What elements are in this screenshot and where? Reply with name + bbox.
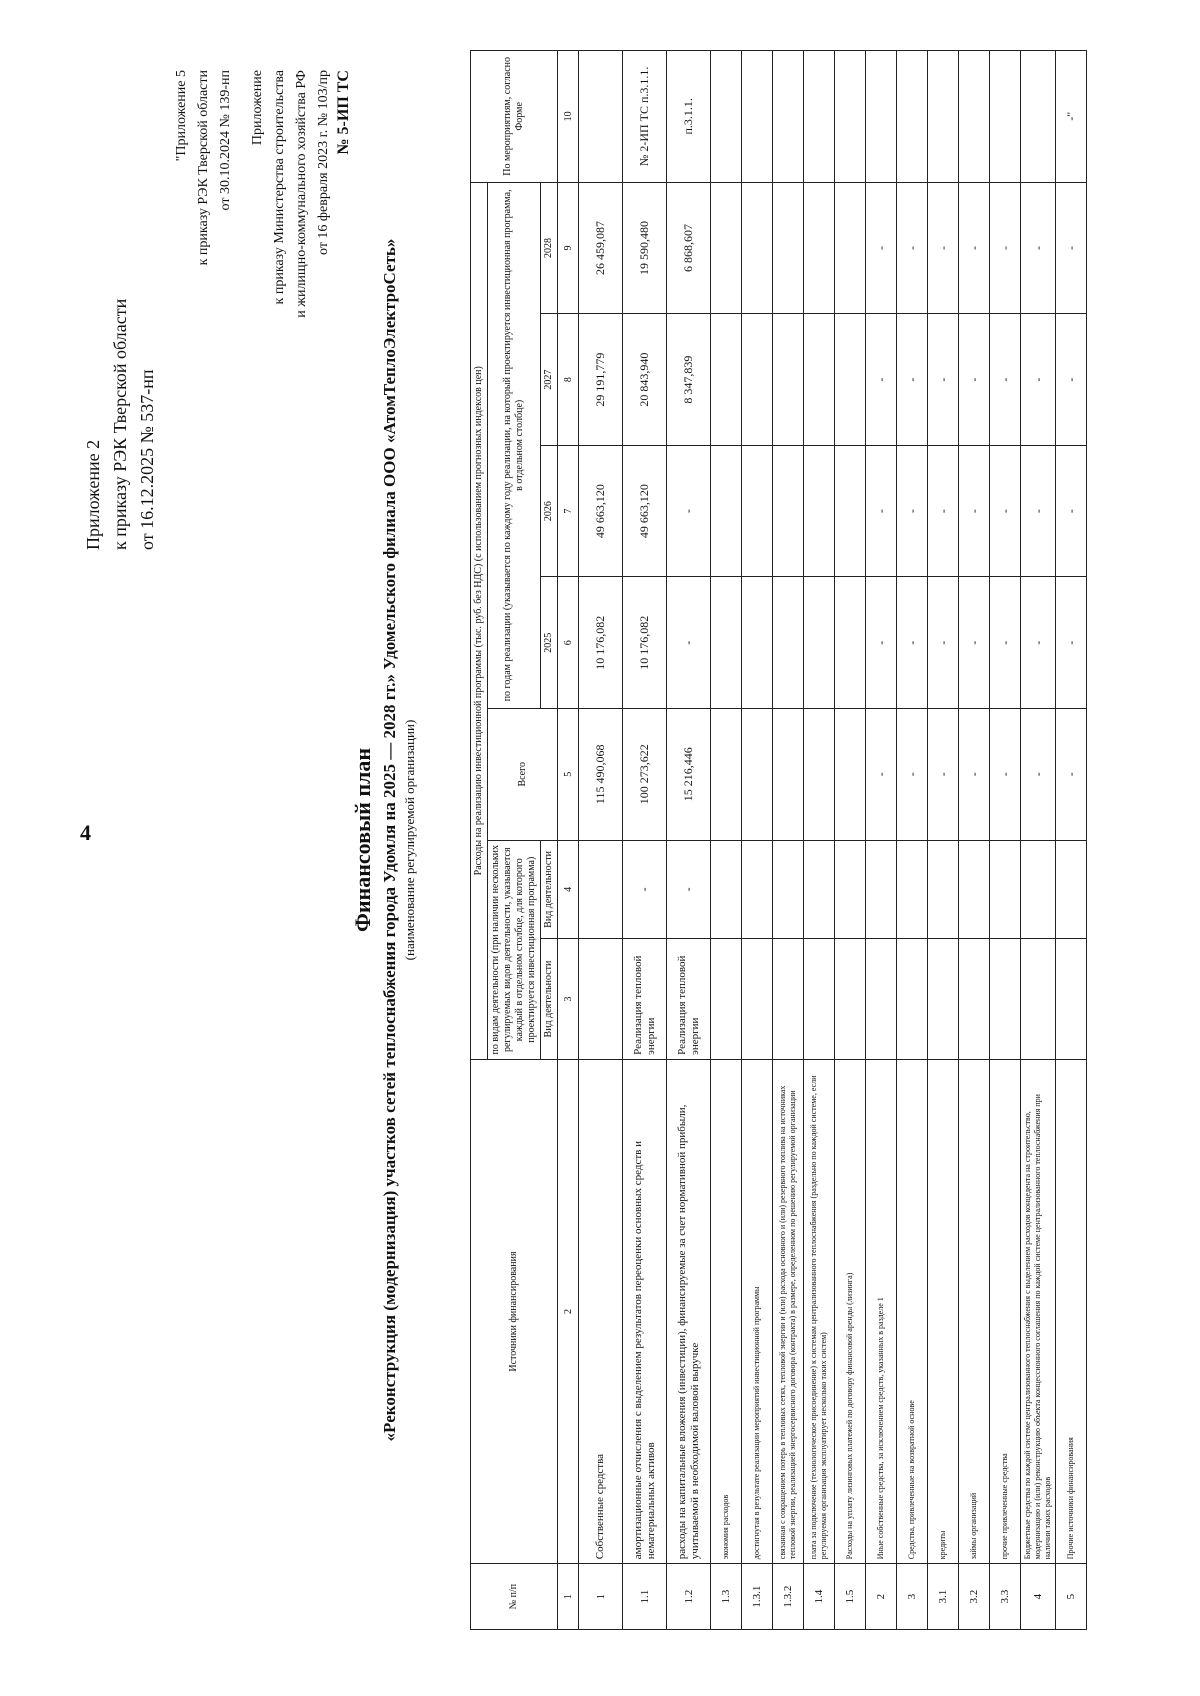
- row-number: 1.3: [711, 1564, 742, 1630]
- row-number: 4: [1021, 1564, 1056, 1630]
- header-line-1: Приложение 2: [83, 439, 103, 550]
- row-year-2025: -: [990, 577, 1021, 709]
- row-year-2028: -: [1056, 182, 1087, 314]
- header-total: Всего: [488, 709, 558, 841]
- row-year-2027: 8 347,839: [667, 314, 711, 446]
- row-form-ref: [990, 51, 1021, 183]
- table-row: [579, 51, 623, 1630]
- row-activity-1: [773, 939, 804, 1060]
- row-total: 100 273,622: [623, 709, 667, 841]
- row-number: 3.3: [990, 1564, 1021, 1630]
- table-row: [623, 51, 667, 1630]
- header-year-2028: 2028: [541, 182, 558, 314]
- row-activity-1: [928, 939, 959, 1060]
- table-row: [1056, 51, 1087, 1630]
- table-row: [928, 51, 959, 1630]
- table-row: [742, 51, 773, 1630]
- row-year-2028: 6 868,607: [667, 182, 711, 314]
- table-row: [897, 51, 928, 1630]
- row-year-2025: 10 176,082: [623, 577, 667, 709]
- row-source: достигнутая в результате реализации мероприятий инвестиционной программы: [742, 1059, 773, 1563]
- row-year-2027: [773, 314, 804, 446]
- row-year-2026: -: [990, 445, 1021, 577]
- row-year-2027: [835, 314, 866, 446]
- row-year-2026: -: [1056, 445, 1087, 577]
- ministry-line-1: Приложение: [250, 70, 265, 146]
- row-source: прочие привлеченные средства: [990, 1059, 1021, 1563]
- index-cell: 6: [558, 577, 579, 709]
- row-activity-2: [835, 840, 866, 939]
- row-year-2027: -: [897, 314, 928, 446]
- header-expenses: Расходы на реализацию инвестиционной программы (тыс. руб. без НДС) (с использованием прогнозных индексов цен): [471, 182, 488, 1059]
- table-row: [667, 51, 711, 1630]
- row-total: -: [928, 709, 959, 841]
- row-year-2027: [804, 314, 835, 446]
- row-number: 1.3.1: [742, 1564, 773, 1630]
- row-activity-1: Реализация тепловой энергии: [623, 939, 667, 1060]
- table-row: [1021, 51, 1056, 1630]
- row-year-2028: -: [959, 182, 990, 314]
- row-year-2025: [835, 577, 866, 709]
- row-form-ref: № 2-ИП ТС п.3.1.1.: [623, 51, 667, 183]
- row-source: Собственные средства: [579, 1059, 623, 1563]
- index-cell: 3: [558, 939, 579, 1060]
- row-form-ref: [928, 51, 959, 183]
- row-year-2026: -: [897, 445, 928, 577]
- row-source: кредиты: [928, 1059, 959, 1563]
- row-number: 2: [866, 1564, 897, 1630]
- row-activity-1: [835, 939, 866, 1060]
- row-activity-2: [579, 840, 623, 939]
- row-year-2027: [711, 314, 742, 446]
- row-form-ref: -": [1056, 51, 1087, 183]
- row-year-2028: [835, 182, 866, 314]
- row-source: экономия расходов: [711, 1059, 742, 1563]
- row-year-2028: [773, 182, 804, 314]
- header-by-activity: по видам деятельности (при наличии нескольких регулируемых видов деятельности, указывается каждый в отдельном столбце, для которого проектируется инвестиционная программа): [488, 840, 541, 1059]
- document-title: Финансовый план: [350, 747, 375, 933]
- row-source: связанная с сокращением потерь в тепловых сетях, тепловой энергии и (или) расхода основного и (или) резервного топлива на источниках тепловой энергии, реализацией энергосервисного договора (контракта) в размере, определенном по решению регулируемой организации: [773, 1059, 804, 1563]
- prior-line-1: "Приложение 5: [174, 70, 189, 162]
- row-year-2026: -: [866, 445, 897, 577]
- row-form-ref: [742, 51, 773, 183]
- row-year-2025: 10 176,082: [579, 577, 623, 709]
- row-total: 15 216,446: [667, 709, 711, 841]
- row-year-2025: [711, 577, 742, 709]
- row-activity-2: [866, 840, 897, 939]
- header-per-measure: По мероприятиям, согласно Форме: [471, 51, 558, 183]
- row-year-2027: -: [928, 314, 959, 446]
- header-year-2026: 2026: [541, 445, 558, 577]
- row-form-ref: [1021, 51, 1056, 183]
- row-year-2027: -: [959, 314, 990, 446]
- row-activity-1: [959, 939, 990, 1060]
- rotated-page: [50, 30, 1200, 1650]
- row-total: -: [1021, 709, 1056, 841]
- row-activity-2: [742, 840, 773, 939]
- row-year-2026: -: [667, 445, 711, 577]
- row-year-2028: -: [1021, 182, 1056, 314]
- row-activity-1: [579, 939, 623, 1060]
- index-row: [558, 51, 579, 1630]
- index-cell: 9: [558, 182, 579, 314]
- row-year-2028: 26 459,087: [579, 182, 623, 314]
- row-year-2025: [804, 577, 835, 709]
- row-year-2028: 19 590,480: [623, 182, 667, 314]
- row-year-2026: [773, 445, 804, 577]
- row-activity-2: [711, 840, 742, 939]
- prior-line-2: к приказу РЭК Тверской области: [196, 70, 211, 266]
- table-row: [773, 51, 804, 1630]
- row-activity-2: [1021, 840, 1056, 939]
- row-source: Прочие источники финансирования: [1056, 1059, 1087, 1563]
- row-year-2026: [835, 445, 866, 577]
- row-activity-2: [928, 840, 959, 939]
- row-activity-2: [990, 840, 1021, 939]
- financial-plan-table-wrap: [470, 50, 1087, 1630]
- row-total: 115 490,068: [579, 709, 623, 841]
- row-activity-1: [897, 939, 928, 1060]
- row-activity-1: [804, 939, 835, 1060]
- ministry-line-2: к приказу Министерства строительства: [272, 70, 287, 305]
- row-year-2025: -: [928, 577, 959, 709]
- header-year-2027: 2027: [541, 314, 558, 446]
- header-activity-type-1: Вид деятельности: [541, 939, 558, 1060]
- row-number: 1.3.2: [773, 1564, 804, 1630]
- row-year-2028: -: [897, 182, 928, 314]
- row-activity-1: [1021, 939, 1056, 1060]
- row-form-ref: [711, 51, 742, 183]
- row-number: 1.2: [667, 1564, 711, 1630]
- row-form-ref: п.3.1.1.: [667, 51, 711, 183]
- row-total: -: [959, 709, 990, 841]
- row-year-2025: -: [897, 577, 928, 709]
- ministry-line-4: от 16 февраля 2023 г. № 103/пр: [316, 70, 331, 255]
- row-year-2028: -: [990, 182, 1021, 314]
- row-year-2026: 49 663,120: [579, 445, 623, 577]
- index-cell: 1: [558, 1564, 579, 1630]
- row-total: [742, 709, 773, 841]
- row-activity-2: [804, 840, 835, 939]
- row-year-2027: -: [866, 314, 897, 446]
- ministry-line-3: и жилищно-коммунального хозяйства РФ: [294, 70, 309, 318]
- row-activity-2: [773, 840, 804, 939]
- row-total: -: [990, 709, 1021, 841]
- table-row: [866, 51, 897, 1630]
- table-body: [558, 51, 1087, 1630]
- row-activity-2: -: [667, 840, 711, 939]
- row-activity-1: [1056, 939, 1087, 1060]
- row-total: -: [897, 709, 928, 841]
- row-year-2028: -: [866, 182, 897, 314]
- row-activity-1: [742, 939, 773, 1060]
- row-year-2025: [742, 577, 773, 709]
- row-number: 1.4: [804, 1564, 835, 1630]
- header-num: № п/п: [471, 1564, 558, 1630]
- header-source: Источники финансирования: [471, 1059, 558, 1563]
- index-cell: 8: [558, 314, 579, 446]
- row-form-ref: [804, 51, 835, 183]
- row-year-2025: [773, 577, 804, 709]
- page-number: 4: [80, 820, 91, 845]
- row-year-2028: [711, 182, 742, 314]
- row-form-ref: [579, 51, 623, 183]
- header-line-3: от 16.12.2025 № 537-нп: [137, 369, 157, 550]
- header-activity-type-2: Вид деятельности: [541, 840, 558, 939]
- document-subtitle: «Реконструкция (модернизация) участков сетей теплоснабжения города Удомля на 2025 — 2028 гг.» Удомельского филиала ООО «АтомТеплоЭлектроСеть»: [380, 238, 399, 1442]
- row-total: -: [866, 709, 897, 841]
- row-year-2025: -: [1021, 577, 1056, 709]
- row-year-2026: -: [928, 445, 959, 577]
- table-row: [835, 51, 866, 1630]
- row-year-2025: -: [667, 577, 711, 709]
- table-row: [990, 51, 1021, 1630]
- row-form-ref: [897, 51, 928, 183]
- row-activity-2: -: [623, 840, 667, 939]
- financial-plan-table: [470, 50, 1087, 1630]
- row-year-2027: [742, 314, 773, 446]
- prior-line-3: от 30.10.2024 № 139-нп: [218, 70, 233, 211]
- row-year-2025: -: [1056, 577, 1087, 709]
- row-activity-1: Реализация тепловой энергии: [667, 939, 711, 1060]
- row-year-2028: [804, 182, 835, 314]
- row-year-2026: 49 663,120: [623, 445, 667, 577]
- row-activity-2: [897, 840, 928, 939]
- row-source: Бюджетные средства по каждой системе централизованного теплоснабжения с выделением расходов концедента на строительство, модернизацию и (или) реконструкцию объекта концессионного соглашения по каждой системе централизованного теплоснабжения при наличии таких расходов: [1021, 1059, 1056, 1563]
- table-row: [804, 51, 835, 1630]
- header-block: [80, 70, 353, 550]
- row-year-2028: [742, 182, 773, 314]
- row-total: [711, 709, 742, 841]
- header-line-2: к приказу РЭК Тверской области: [110, 298, 130, 550]
- row-year-2025: -: [866, 577, 897, 709]
- row-activity-2: [1056, 840, 1087, 939]
- header-year-2025: 2025: [541, 577, 558, 709]
- row-activity-1: [866, 939, 897, 1060]
- index-cell: 5: [558, 709, 579, 841]
- index-cell: 4: [558, 840, 579, 939]
- title-block: [350, 30, 418, 1650]
- row-source: Средства, привлеченные на возвратной основе: [897, 1059, 928, 1563]
- row-year-2027: -: [1056, 314, 1087, 446]
- row-source: Расходы на уплату лизинговых платежей по договору финансовой аренды (лизинга): [835, 1059, 866, 1563]
- row-year-2027: -: [990, 314, 1021, 446]
- row-form-ref: [773, 51, 804, 183]
- row-number: 3.2: [959, 1564, 990, 1630]
- row-source: амортизационные отчисления с выделением результатов переоценки основных средств и нематериальных активов: [623, 1059, 667, 1563]
- row-year-2025: -: [959, 577, 990, 709]
- row-number: 3: [897, 1564, 928, 1630]
- table-row: [711, 51, 742, 1630]
- org-caption: (наименование регулируемой организации): [402, 719, 417, 961]
- row-year-2027: 29 191,779: [579, 314, 623, 446]
- row-total: [804, 709, 835, 841]
- row-year-2026: -: [1021, 445, 1056, 577]
- row-year-2026: -: [959, 445, 990, 577]
- table-row: [959, 51, 990, 1630]
- row-year-2026: [804, 445, 835, 577]
- row-total: -: [1056, 709, 1087, 841]
- row-source: займы организаций: [959, 1059, 990, 1563]
- row-activity-2: [959, 840, 990, 939]
- row-form-ref: [835, 51, 866, 183]
- row-number: 1.1: [623, 1564, 667, 1630]
- row-source: расходы на капитальные вложения (инвестиции), финансируемые за счет нормативной прибыли, учитываемой в необходимой валовой выручке: [667, 1059, 711, 1563]
- index-cell: 7: [558, 445, 579, 577]
- header-by-years: по годам реализации (указывается по каждому году реализации, на который проектируется инвестиционная программа, в отдельном столбце): [488, 182, 541, 708]
- row-activity-1: [711, 939, 742, 1060]
- row-form-ref: [866, 51, 897, 183]
- row-year-2028: -: [928, 182, 959, 314]
- row-activity-1: [990, 939, 1021, 1060]
- row-form-ref: [959, 51, 990, 183]
- row-number: 5: [1056, 1564, 1087, 1630]
- index-cell: 10: [558, 51, 579, 183]
- row-number: 3.1: [928, 1564, 959, 1630]
- row-source: Иные собственные средства, за исключением средств, указанных в разделе 1: [866, 1059, 897, 1563]
- row-number: 1.5: [835, 1564, 866, 1630]
- row-year-2026: [742, 445, 773, 577]
- row-total: [773, 709, 804, 841]
- row-year-2027: -: [1021, 314, 1056, 446]
- row-number: 1: [579, 1564, 623, 1630]
- row-source: плата за подключение (технологическое присоединение) к системам централизованного теплоснабжения (раздельно по каждой системе, если регулируемая организация эксплуатирует несколько таких систем): [804, 1059, 835, 1563]
- row-year-2027: 20 843,940: [623, 314, 667, 446]
- row-total: [835, 709, 866, 841]
- row-year-2026: [711, 445, 742, 577]
- form-code: № 5-ИП ТС: [335, 70, 352, 155]
- index-cell: 2: [558, 1059, 579, 1563]
